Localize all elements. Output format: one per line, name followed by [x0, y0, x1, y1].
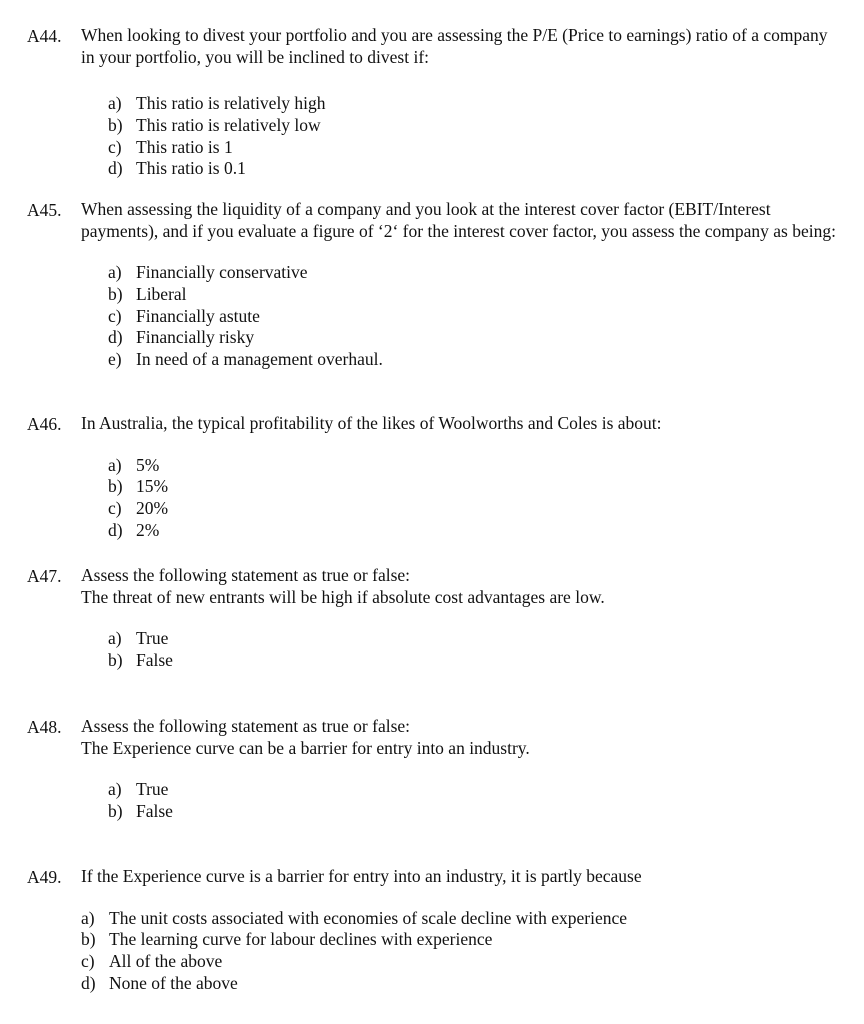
option-b	[108, 284, 842, 306]
question-number: A46.	[27, 414, 62, 434]
option-text: Financially astute	[136, 305, 260, 326]
option-letter: a)	[108, 454, 122, 475]
option-b	[108, 115, 842, 137]
option-letter: c)	[108, 136, 122, 157]
question-line: The threat of new entrants will be high if absolute cost advantages are low.	[81, 586, 605, 607]
option-d	[81, 973, 842, 995]
option-a	[108, 455, 842, 477]
option-letter: d)	[81, 972, 96, 993]
option-text: 20%	[136, 498, 169, 519]
option-letter: b)	[108, 800, 123, 821]
option-c	[108, 306, 842, 328]
option-c	[108, 498, 842, 520]
option-letter: d)	[108, 158, 123, 179]
options-list	[108, 262, 842, 371]
option-text: In need of a management overhaul.	[136, 349, 383, 370]
option-letter: b)	[81, 929, 96, 950]
option-text: 5%	[136, 454, 160, 475]
option-b	[108, 476, 842, 498]
question-a49	[27, 866, 842, 995]
option-text: This ratio is 0.1	[136, 158, 246, 179]
option-c	[81, 951, 842, 973]
option-b	[108, 650, 842, 672]
option-e	[108, 349, 842, 371]
question-text	[81, 716, 842, 759]
options-list	[108, 455, 842, 542]
option-letter: a)	[81, 907, 95, 928]
option-letter: b)	[108, 476, 123, 497]
question-number: A48.	[27, 717, 62, 737]
question-line: Assess the following statement as true or false:	[81, 716, 411, 736]
option-c	[108, 137, 842, 159]
question-text: In Australia, the typical profitability of the likes of Woolworths and Coles is about:	[81, 413, 662, 433]
options-list	[81, 908, 842, 995]
question-a44	[27, 25, 842, 180]
option-a	[81, 908, 842, 930]
question-text: When assessing the liquidity of a company and you look at the interest cover factor (EBIT/Interest payments), and if you evaluate a figure of ‘2‘ for the interest cover factor, you assess the company as being:	[81, 199, 836, 241]
option-letter: a)	[108, 779, 122, 799]
option-text: This ratio is 1	[136, 136, 233, 157]
option-text: False	[136, 649, 173, 670]
option-text: The learning curve for labour declines with experience	[109, 929, 493, 950]
option-letter: b)	[108, 283, 123, 304]
option-text: True	[136, 779, 169, 799]
option-text: False	[136, 800, 173, 821]
option-letter: c)	[108, 305, 122, 326]
question-a47	[27, 565, 842, 672]
option-text: This ratio is relatively low	[136, 114, 321, 135]
option-text: Liberal	[136, 283, 187, 304]
option-letter: b)	[108, 649, 123, 670]
options-list	[108, 628, 842, 672]
option-text: True	[136, 628, 169, 648]
question-text: If the Experience curve is a barrier for entry into an industry, it is partly because	[81, 866, 642, 886]
option-letter: d)	[108, 519, 123, 540]
option-text: Financially conservative	[136, 262, 308, 282]
question-text: When looking to divest your portfolio and you are assessing the P/E (Price to earnings) ratio of a company in your portfolio, you will be inclined to divest if:	[81, 25, 828, 67]
option-letter: e)	[108, 349, 122, 370]
option-text: This ratio is relatively high	[136, 93, 326, 113]
option-text: Financially risky	[136, 327, 255, 348]
question-text	[81, 565, 842, 608]
question-a46	[27, 413, 842, 542]
option-letter: a)	[108, 628, 122, 648]
option-d	[108, 520, 842, 542]
option-text: None of the above	[109, 972, 238, 993]
option-letter: c)	[81, 951, 95, 972]
option-letter: b)	[108, 114, 123, 135]
option-letter: d)	[108, 327, 123, 348]
option-a	[108, 779, 842, 801]
option-letter: c)	[108, 498, 122, 519]
question-number: A49.	[27, 867, 62, 887]
option-d	[108, 327, 842, 349]
question-line: Assess the following statement as true or false:	[81, 565, 411, 585]
question-a48	[27, 716, 842, 823]
option-a	[108, 628, 842, 650]
option-text: The unit costs associated with economies of scale decline with experience	[109, 907, 628, 928]
option-b	[108, 801, 842, 823]
options-list	[108, 779, 842, 823]
options-list	[108, 93, 842, 180]
option-letter: a)	[108, 262, 122, 282]
question-number: A44.	[27, 26, 62, 46]
option-a	[108, 262, 842, 284]
option-d	[108, 158, 842, 180]
option-a	[108, 93, 842, 115]
option-text: 15%	[136, 476, 169, 497]
option-text: All of the above	[109, 951, 223, 972]
question-a45	[27, 199, 842, 371]
option-b	[81, 929, 842, 951]
option-letter: a)	[108, 93, 122, 113]
question-number: A45.	[27, 200, 62, 220]
question-line: The Experience curve can be a barrier for entry into an industry.	[81, 737, 530, 758]
option-text: 2%	[136, 519, 160, 540]
question-number: A47.	[27, 566, 62, 586]
